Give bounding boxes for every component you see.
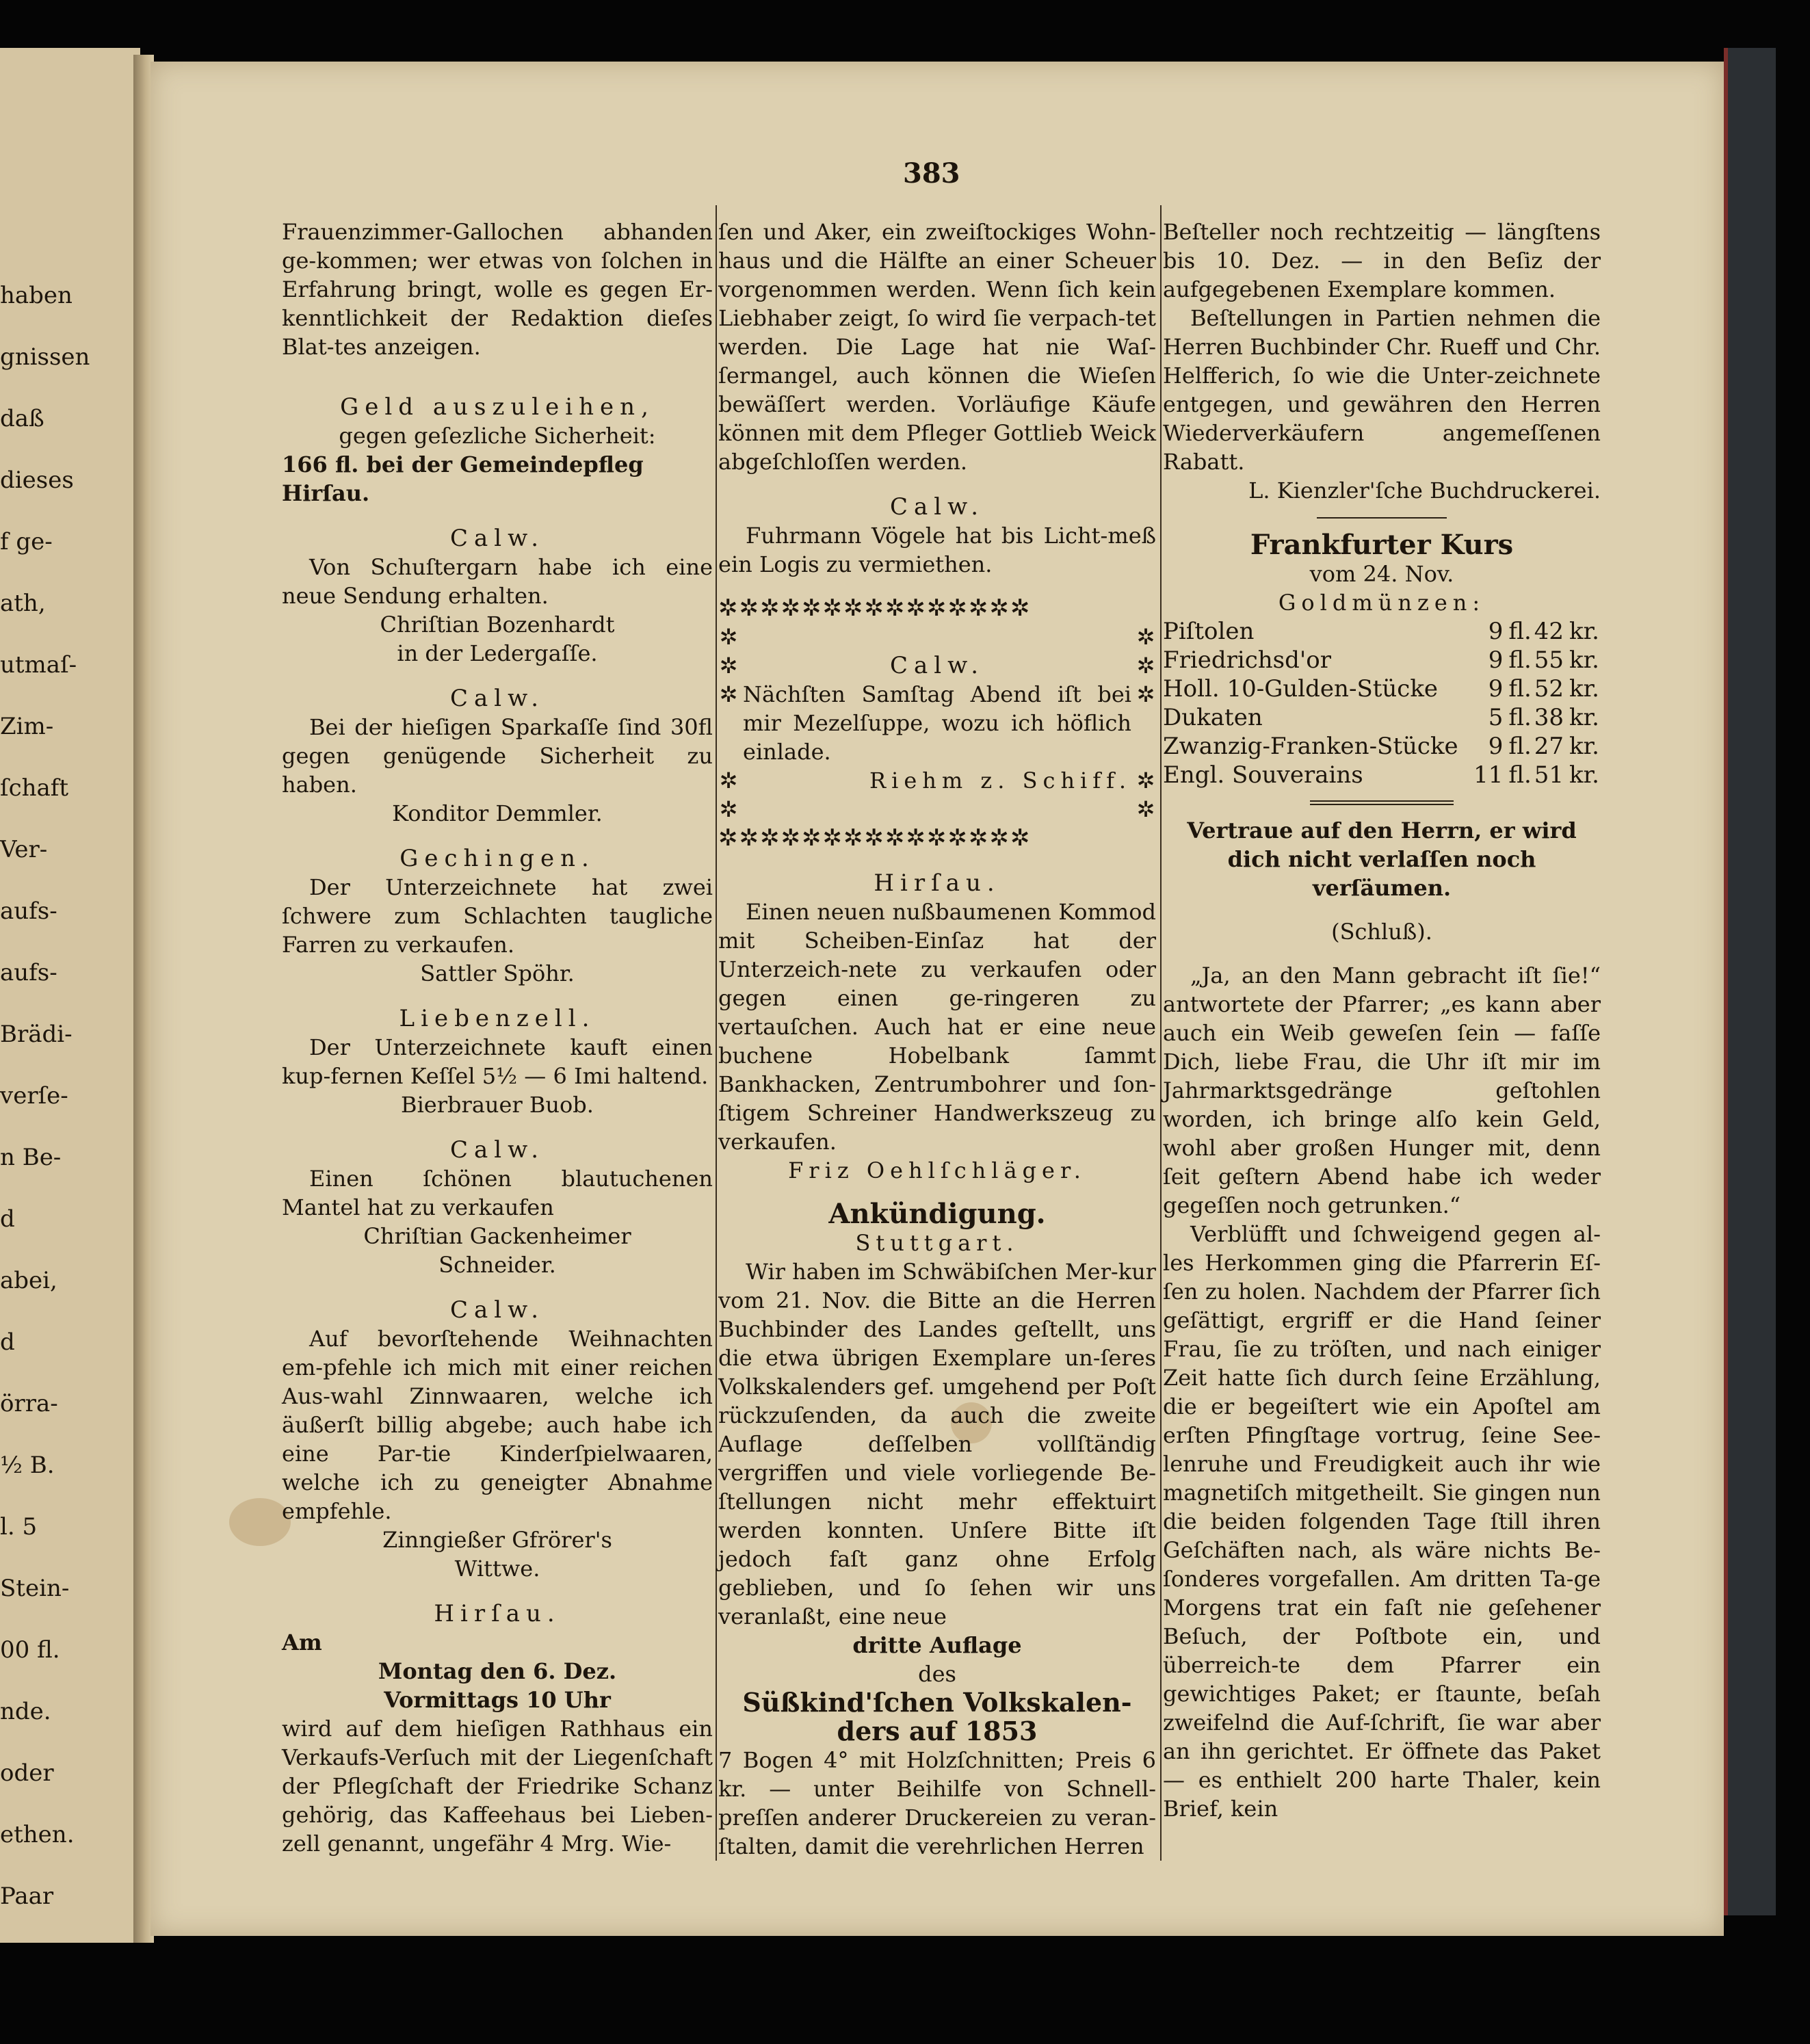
heading-calw: Calw. (449, 525, 545, 552)
announcement-orders: Beſtellungen in Partien nehmen die Herren Buchbinder Chr. Rueff und Chr. Helfferich, ſo wie die Unter-zeichnete entgegen, und gewähren den Herren Wiederverkäufern angemeſſenen Rabatt. (1163, 305, 1601, 475)
unit-kr: kr. (1569, 704, 1599, 731)
unit-fl: fl. (1508, 646, 1532, 674)
unit-kr: kr. (1569, 761, 1599, 789)
page-number: 383 (903, 157, 960, 189)
star-icon: ✲ (1136, 624, 1155, 650)
unit-kr: kr. (1569, 675, 1599, 703)
calendar-title-1: Süßkind'ſchen Volkskalen- (742, 1687, 1132, 1718)
star-icon: ✲ (1136, 768, 1155, 794)
coin-name: Holl. 10-Gulden-Stücke (1163, 675, 1439, 703)
column-3 (1163, 218, 1601, 1823)
rate-fl: 5 (1488, 704, 1504, 731)
announcement-edition: dritte Auflage (852, 1632, 1022, 1658)
left-page-text-fragment: Paar (0, 1883, 54, 1910)
rate-kr: 38 (1534, 704, 1564, 731)
bordered-notice (718, 623, 1156, 824)
calendar-title-2: ders auf 1853 (837, 1716, 1038, 1746)
signature: Chriſtian Gackenheimer (363, 1223, 631, 1249)
left-page-text-fragment: aufs- (0, 897, 57, 925)
column-rule (1160, 205, 1162, 1861)
signature-profession: Schneider. (438, 1252, 556, 1278)
place-stuttgart: Stuttgart. (855, 1230, 1019, 1256)
auction-text: wird auf dem hieſigen Rathhaus ein Verkaufs-Verſuch mit der Liegenſchaft der Pflegſchaft der Friedrike Schanz gehörig, das Kaffeehaus bei Lieben-zell genannt, ungefähr 4 Mrg. Wie- (282, 1716, 713, 1857)
column-rule (716, 205, 717, 1861)
notice-schustergarn: Von Schuſtergarn habe ich eine neue Sendung erhalten. (282, 554, 713, 609)
left-page-text-fragment: l. 5 (0, 1513, 38, 1541)
unit-fl: fl. (1508, 675, 1532, 703)
rate-kr: 51 (1534, 761, 1564, 789)
star-border-top: ✲✲✲✲✲✲✲✲✲✲✲✲✲✲✲ (718, 594, 1032, 622)
heading-hirsau: Hirſau. (434, 1600, 561, 1627)
unit-fl: fl. (1508, 618, 1532, 645)
column-2 (718, 218, 1156, 1861)
star-icon: ✲ (719, 796, 738, 822)
left-page-text-fragment: ath, (0, 590, 46, 617)
heading-calw: Calw. (889, 652, 985, 679)
notice-zinnwaaren: Auf bevorſtehende Weihnachten em-pfehle ich mich mit einer reichen Aus-wahl Zinnwaaren, welche ich äußerſt billig abgebe; auch habe ich eine Par-tie Kinderſpielwaaren, welche ich zu geneigter Abnahme empfehle. (282, 1326, 713, 1524)
unit-kr: kr. (1569, 646, 1599, 674)
left-page-text-fragment: örra- (0, 1390, 58, 1417)
left-page-text-fragment: haben (0, 282, 73, 309)
signature: Riehm z. Schiff. (869, 768, 1131, 794)
signature: Chriſtian Bozenhardt (380, 612, 615, 638)
notice-mezelsuppe: Nächſten Samſtag Abend iſt bei mir Mezelſuppe, wozu ich höflich einlade. (743, 681, 1131, 765)
auction-am: Am (282, 1629, 322, 1655)
signature: Sattler Spöhr. (420, 960, 575, 986)
geld-text: 166 fl. bei der Gemeindepfleg Hirſau. (282, 451, 644, 506)
left-page-edge (0, 48, 140, 1943)
left-page-text-fragment: gnissen (0, 343, 90, 371)
exchange-rate-row (1163, 674, 1601, 703)
signature: Bierbrauer Buob. (401, 1092, 594, 1118)
coin-name: Dukaten (1163, 704, 1263, 731)
star-icon: ✲ (719, 768, 738, 794)
book-cover-edge (1724, 48, 1776, 1915)
notice-kessel: Der Unterzeichnete kauft einen kup-fernen Keſſel 5½ — 6 Imi haltend. (282, 1034, 713, 1089)
auction-date: Montag den 6. Dez. (378, 1658, 617, 1684)
exchange-rate-row (1163, 646, 1601, 674)
left-page-text-fragment: daß (0, 405, 44, 432)
rate-kr: 42 (1534, 618, 1564, 645)
unit-kr: kr. (1569, 618, 1599, 645)
left-page-text-fragment: d (0, 1328, 15, 1356)
left-page-text-fragment: n Be- (0, 1144, 62, 1171)
exchange-rate-row (1163, 732, 1601, 761)
rate-fl: 9 (1488, 675, 1504, 703)
exchange-rate-table (1163, 617, 1601, 789)
star-border-bottom: ✲✲✲✲✲✲✲✲✲✲✲✲✲✲✲ (718, 824, 1032, 852)
story-paragraph: Verblüfft und ſchweigend gegen al-les Herkommen ging die Pfarrerin Eſ-ſen zu holen. Nachdem der Pfarrer ſich geſättigt, ergriff er die Hand ſeiner Frau, ſie zu tröſten, und nach einiger Zeit hatte ſich durch ſeine Erzählung, die er begeiſtert wie ein Apoſtel am erſten Pfingſtage vortrug, ſeine See-lenruhe und Freudigkeit auch ihr wie magnetiſch mitgetheilt. Sie gingen nun die beiden folgenden Tage ſtill ihren Geſchäften nach, als wäre nichts Be-ſonderes vorgefallen. Am dritten Ta-ge Morgens trat ein faſt nie geſehener Beſuch, der Poſtbote ein, und überreich-te dem Pfarrer ein gewichtiges Paket; er ſtaunte, beſah zweifelnd die Auf-ſchrift, ſie war aber an ihn gerichtet. Er öffnete das Paket — es enthielt 200 harte Thaler, kein Brief, kein (1163, 1221, 1601, 1822)
left-page-text-fragment: Zim- (0, 713, 54, 740)
rate-fl: 9 (1488, 733, 1504, 760)
unit-kr: kr. (1569, 733, 1599, 760)
left-page-text-fragment: verſe- (0, 1082, 68, 1110)
notice-mantel: Einen ſchönen blautuchenen Mantel hat zu verkaufen (282, 1166, 713, 1220)
signature: Konditor Demmler. (392, 800, 603, 826)
star-icon: ✲ (1136, 796, 1155, 822)
auction-text-cont: ſen und Aker, ein zweiſtockiges Wohn-haus und die Hälfte an einer Scheuer vorgenommen werden. Wenn ſich kein Liebhaber zeigt, ſo wird ſie verpach-tet werden. Die Lage hat nie Waſ-ſermangel, auch können die Wieſen bewäſſert werden. Vorläufige Käufe können mit dem Pfleger Gottlieb Weick abgeſchloſſen werden. (718, 219, 1156, 475)
star-icon: ✲ (719, 624, 738, 650)
notice-logis: Fuhrmann Vögele hat bis Licht-meß ein Logis zu vermiethen. (718, 523, 1156, 577)
signature-cont: Wittwe. (454, 1556, 540, 1582)
heading-geld: Geld auszuleihen, (340, 393, 655, 421)
coin-name: Piſtolen (1163, 618, 1255, 645)
auction-time: Vormittags 10 Uhr (384, 1687, 611, 1713)
kurs-date: vom 24. Nov. (1309, 561, 1454, 587)
left-page-text-fragment: dieses (0, 467, 74, 494)
rate-fl: 9 (1488, 618, 1504, 645)
story-title: Vertraue auf den Herrn, er wird dich nicht verlaſſen noch verſäumen. (1187, 817, 1577, 901)
left-page-text-fragment: Brädi- (0, 1021, 73, 1048)
heading-ankuendigung: Ankündigung. (828, 1198, 1046, 1230)
heading-calw: Calw. (889, 493, 985, 521)
column-1 (282, 218, 713, 1858)
left-page-text-fragment: Ver- (0, 836, 48, 863)
left-page-text-fragment: ſchaft (0, 774, 69, 802)
left-page-text-fragment: ½ B. (0, 1452, 55, 1479)
separator-rule (1317, 517, 1447, 519)
announcement-text-cont: Beſteller noch rechtzeitig — längſtens bis 10. Dez. — in den Beſiz der aufgegebenen Exemplare kommen. (1163, 219, 1601, 302)
rate-kr: 55 (1534, 646, 1564, 674)
unit-fl: fl. (1508, 761, 1532, 789)
announcement-des: des (918, 1661, 956, 1687)
announcement-text-2: 7 Bogen 4° mit Holzſchnitten; Preis 6 kr. — unter Beihilfe von Schnell-preſſen anderer Druckereien zu veran-ſtalten, damit die verehrlichen Herren (718, 1747, 1156, 1859)
left-page-text-fragment: Stein- (0, 1575, 70, 1602)
star-icon: ✲ (1136, 681, 1155, 707)
star-icon: ✲ (719, 653, 738, 679)
signature: Zinngießer Gfrörer's (382, 1527, 612, 1553)
heading-calw: Calw. (449, 685, 545, 712)
left-page-text-fragment: nde. (0, 1698, 51, 1725)
rate-fl: 11 (1473, 761, 1504, 789)
rate-fl: 9 (1488, 646, 1504, 674)
rate-kr: 52 (1534, 675, 1564, 703)
left-page-text-fragment: ethen. (0, 1821, 75, 1848)
star-icon: ✲ (1136, 653, 1155, 679)
heading-calw: Calw. (449, 1136, 545, 1164)
notice-kommod: Einen neuen nußbaumenen Kommod mit Scheiben-Einſaz hat der Unterzeich-nete zu verkaufen oder gegen einen ge-ringeren zu vertauſchen. Auch hat er eine neue buchene Hobelbank ſammt Bankhacken, Zentrumbohrer und ſon-ſtigem Schreiner Handwerkszeug zu verkaufen. (718, 899, 1156, 1155)
left-page-text-fragment: 00 fl. (0, 1636, 60, 1664)
signature: L. Kienzler'ſche Buchdruckerei. (1248, 477, 1601, 503)
heading-hirsau: Hirſau. (874, 869, 1001, 897)
coin-name: Zwanzig-Franken-Stücke (1163, 733, 1458, 760)
unit-fl: fl. (1508, 704, 1532, 731)
notice-sparkasse: Bei der hieſigen Sparkaſſe ſind 30fl gegen genügende Sicherheit zu haben. (282, 714, 713, 798)
rate-kr: 27 (1534, 733, 1564, 760)
left-page-text-fragment: oder (0, 1759, 54, 1787)
geld-subtitle: gegen geſezliche Sicherheit: (339, 423, 656, 449)
story-paragraph: „Ja, an den Mann gebracht iſt ſie!“ antwortete der Pfarrer; „es kann aber auch ein Weib geweſen ſein — faſſe Dich, liebe Frau, die Uhr iſt mir im Jahrmarktsgedränge geſtohlen worden, ich bringe alſo kein Geld, wohl aber großen Hunger mit, denn ſeit geſtern Abend habe ich weder gegeſſen noch getrunken.“ (1163, 962, 1601, 1218)
left-page-text-fragment: d (0, 1205, 15, 1233)
signature: Friz Oehlſchläger. (788, 1157, 1086, 1183)
story-continuation: (Schluß). (1331, 919, 1432, 945)
exchange-rate-row (1163, 703, 1601, 732)
left-page-text-fragment: utmaſ- (0, 651, 77, 679)
heading-calw: Calw. (449, 1296, 545, 1324)
heading-frankfurter-kurs: Frankfurter Kurs (1250, 529, 1514, 561)
star-icon: ✲ (719, 681, 738, 707)
left-page-text-fragment: abei, (0, 1267, 57, 1294)
double-rule (1310, 800, 1454, 805)
kurs-subheading: Goldmünzen: (1278, 590, 1486, 616)
left-page-text-fragment: f ge- (0, 528, 53, 555)
coin-name: Friedrichsd'or (1163, 646, 1331, 674)
heading-liebenzell: Liebenzell. (399, 1005, 596, 1032)
notice-farren: Der Unterzeichnete hat zwei ſchwere zum Schlachten taugliche Farren zu verkaufen. (282, 874, 713, 958)
notice-lost-galoshes: Frauenzimmer-Gallochen abhanden ge-kommen; wer etwas von ſolchen in Erfahrung bringt, wolle es gegen Er-kenntlichkeit der Redaktion dieſes Blat-tes anzeigen. (282, 219, 713, 360)
signature-address: in der Ledergaſſe. (397, 640, 598, 666)
announcement-text: Wir haben im Schwäbiſchen Mer-kur vom 21. Nov. die Bitte an die Herren Buchbinder des Landes geſtellt, uns die etwa übrigen Exemplare un-ſeres Volkskalenders gef. umgehend per Poſt rückzuſenden, da auch die zweite Auflage deſſelben vollſtändig vergriffen und viele vorliegende Be-ſtellungen nicht mehr effektuirt werden konnten. Unſere Bitte iſt jedoch faſt ganz ohne Erfolg geblieben, und ſo ſehen wir uns veranlaßt, eine neue (718, 1259, 1156, 1629)
exchange-rate-row (1163, 761, 1601, 789)
coin-name: Engl. Souverains (1163, 761, 1363, 789)
left-page-text-fragment: aufs- (0, 959, 57, 986)
heading-gechingen: Gechingen. (399, 845, 595, 872)
unit-fl: fl. (1508, 733, 1532, 760)
exchange-rate-row (1163, 617, 1601, 646)
